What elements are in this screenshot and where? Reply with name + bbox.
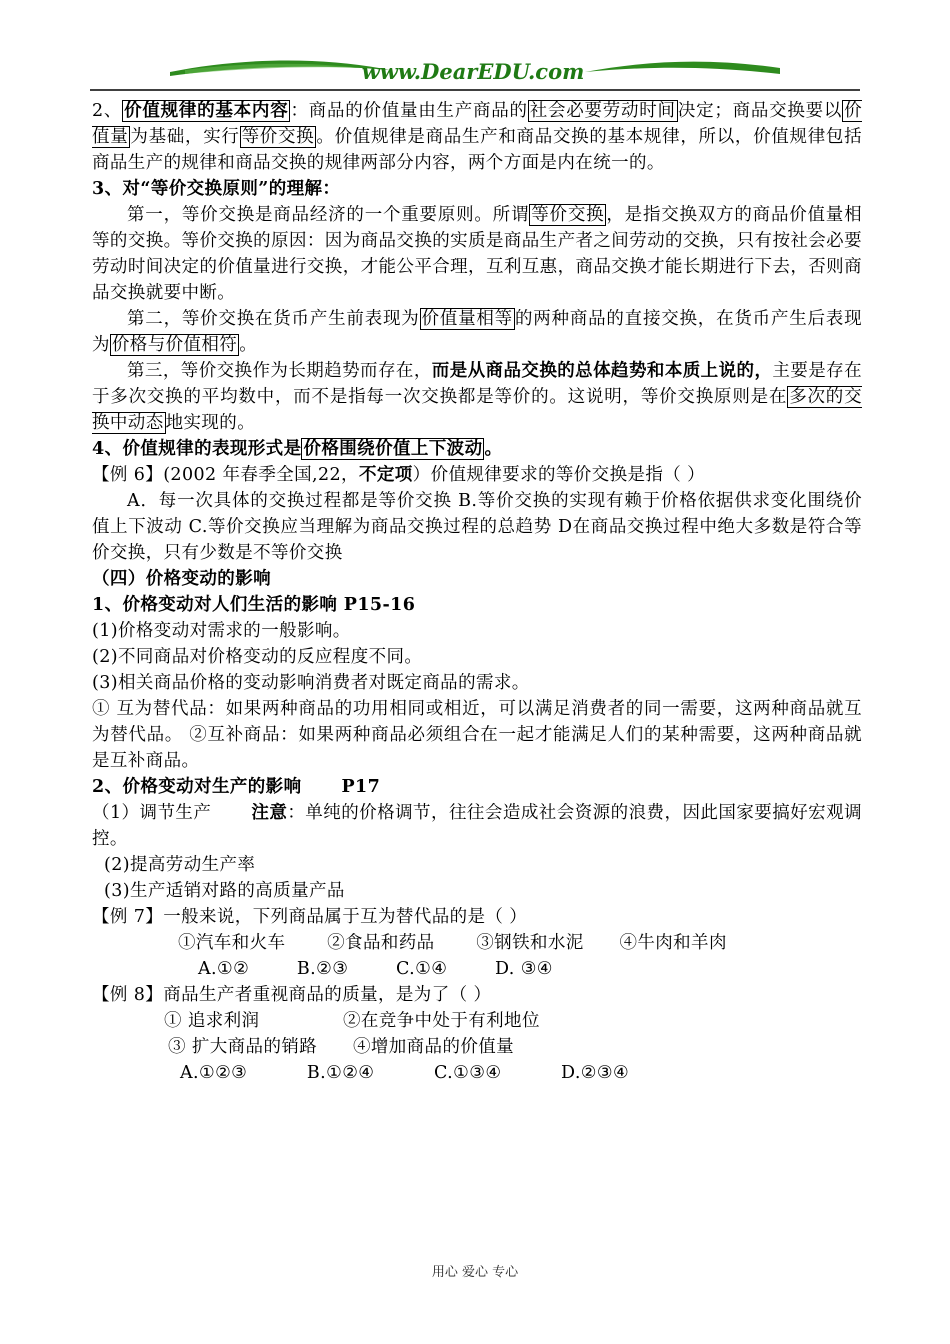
- document-body: [92, 98, 862, 1086]
- section-3-point-2: 第二，等价交换在货币产生前表现为 价值量相等 的两种商品的直接交换，在货币产生后表现为 价格与价值相符 。: [92, 309, 862, 355]
- example-7-items: ①汽车和火车 ②食品和药品 ③钢铁和水泥 ④牛肉和羊肉: [178, 933, 727, 953]
- subsection-1-title: 1、价格变动对人们生活的影响 P15-16: [92, 595, 416, 615]
- example-6-question: 【例 6】(2002 年春季全国,22，不定项）价值规律要求的等价交换是指（ ）: [92, 465, 706, 485]
- keyword-box: 价格围绕价值上下波动: [303, 439, 483, 459]
- keyword-box: 价值量相等: [421, 309, 513, 329]
- keyword-box: 等价交换: [241, 127, 315, 147]
- list-item: (3)相关商品价格的变动影响消费者对既定商品的需求。: [92, 673, 530, 693]
- adjust-production-item: （1）调节生产 注意：单纯的价格调节，往往会造成社会资源的浪费，因此国家要搞好宏观调控。: [92, 803, 862, 849]
- example-8-question: 【例 8】商品生产者重视商品的质量，是为了（ ）: [92, 985, 492, 1005]
- example-8-line-1: ① 追求利润 ②在竞争中处于有利地位: [164, 1011, 540, 1031]
- keyword-box: 社会必要劳动时间: [529, 101, 676, 121]
- example-8-answers: A.①②③ B.①②④ C.①③④ D.②③④: [180, 1063, 630, 1083]
- example-8-line-2: ③ 扩大商品的销路 ④增加商品的价值量: [168, 1037, 515, 1057]
- keyword-box: 价值量: [92, 101, 863, 147]
- list-item: (2)提高劳动生产率: [104, 855, 256, 875]
- page-footer: 用心 爱心 专心: [431, 1265, 519, 1280]
- right-swoosh: [585, 62, 780, 74]
- section-3-point-3: 第三，等价交换作为长期趋势而存在，而是从商品交换的总体趋势和本质上说的，主要是存在于多次交换的平均数中，而不是指每一次交换都是等价的。这说明，等价交换原则是在 多次的交换中动态 地实现的。: [92, 361, 862, 433]
- section-2-paragraph: 2、 价值规律的基本内容 ：商品的价值量由生产商品的 社会必要劳动时间 决定；商品交换要以 价值量 为基础，实行 等价交换 。价值规律是商品生产和商品交换的基本规律，所以，价值规律包括商品生产的规律和商品交换的规律两部分内容，两个方面是内在统一的。: [92, 101, 863, 173]
- list-item: (3)生产适销对路的高质量产品: [104, 881, 345, 901]
- example-6-options: A．每一次具体的交换过程都是等价交换 B.等价交换的实现有赖于价格依据供求变化围绕价值上下波动 C.等价交换应当理解为商品交换过程的总趋势 D在商品交换过程中绝大多数是符合等价交换，只有少数是不等价交换: [92, 491, 862, 563]
- example-7-answers: A.①② B.②③ C.①④ D. ③④: [198, 959, 553, 979]
- list-item: (1)价格变动对需求的一般影响。: [92, 621, 351, 641]
- subsection-2-title: 2、价格变动对生产的影响 P17: [92, 777, 381, 797]
- example-7-question: 【例 7】一般来说，下列商品属于互为替代品的是（ ）: [92, 907, 528, 927]
- section-2-title: 价值规律的基本内容: [124, 101, 289, 121]
- keyword-box: 价格与价值相符: [111, 335, 238, 355]
- section-3-title: 3、对“等价交换原则”的理解：: [92, 179, 341, 199]
- section-4-line: 4、价值规律的表现形式是 价格围绕价值上下波动 。: [92, 439, 503, 459]
- header-banner: [90, 50, 860, 94]
- dearedu-logo: [90, 50, 860, 94]
- keyword-box: 多次的交换中动态: [92, 387, 862, 433]
- logo-text: www.DearEDU.com: [361, 59, 585, 84]
- substitute-complement-text: ① 互为替代品：如果两种商品的功用相同或相近，可以满足消费者的同一需要，这两种商品就互为替代品。 ②互补商品：如果两种商品必须组合在一起才能满足人们的某种需要，这两种商品就是互补商品。: [92, 699, 862, 771]
- keyword-box: 等价交换: [531, 205, 605, 225]
- section-3-point-1: 第一，等价交换是商品经济的一个重要原则。所谓 等价交换 ，是指交换双方的商品价值量相等的交换。等价交换的原因：因为商品交换的实质是商品生产者之间劳动的交换，只有按社会必要劳动时间决定的价值量进行交换，才能公平合理，互利互惠，商品交换才能长期进行下去，否则商品交换就要中断。: [92, 205, 862, 303]
- list-item: (2)不同商品对价格变动的反应程度不同。: [92, 647, 423, 667]
- section-four-title: （四）价格变动的影响: [92, 569, 271, 589]
